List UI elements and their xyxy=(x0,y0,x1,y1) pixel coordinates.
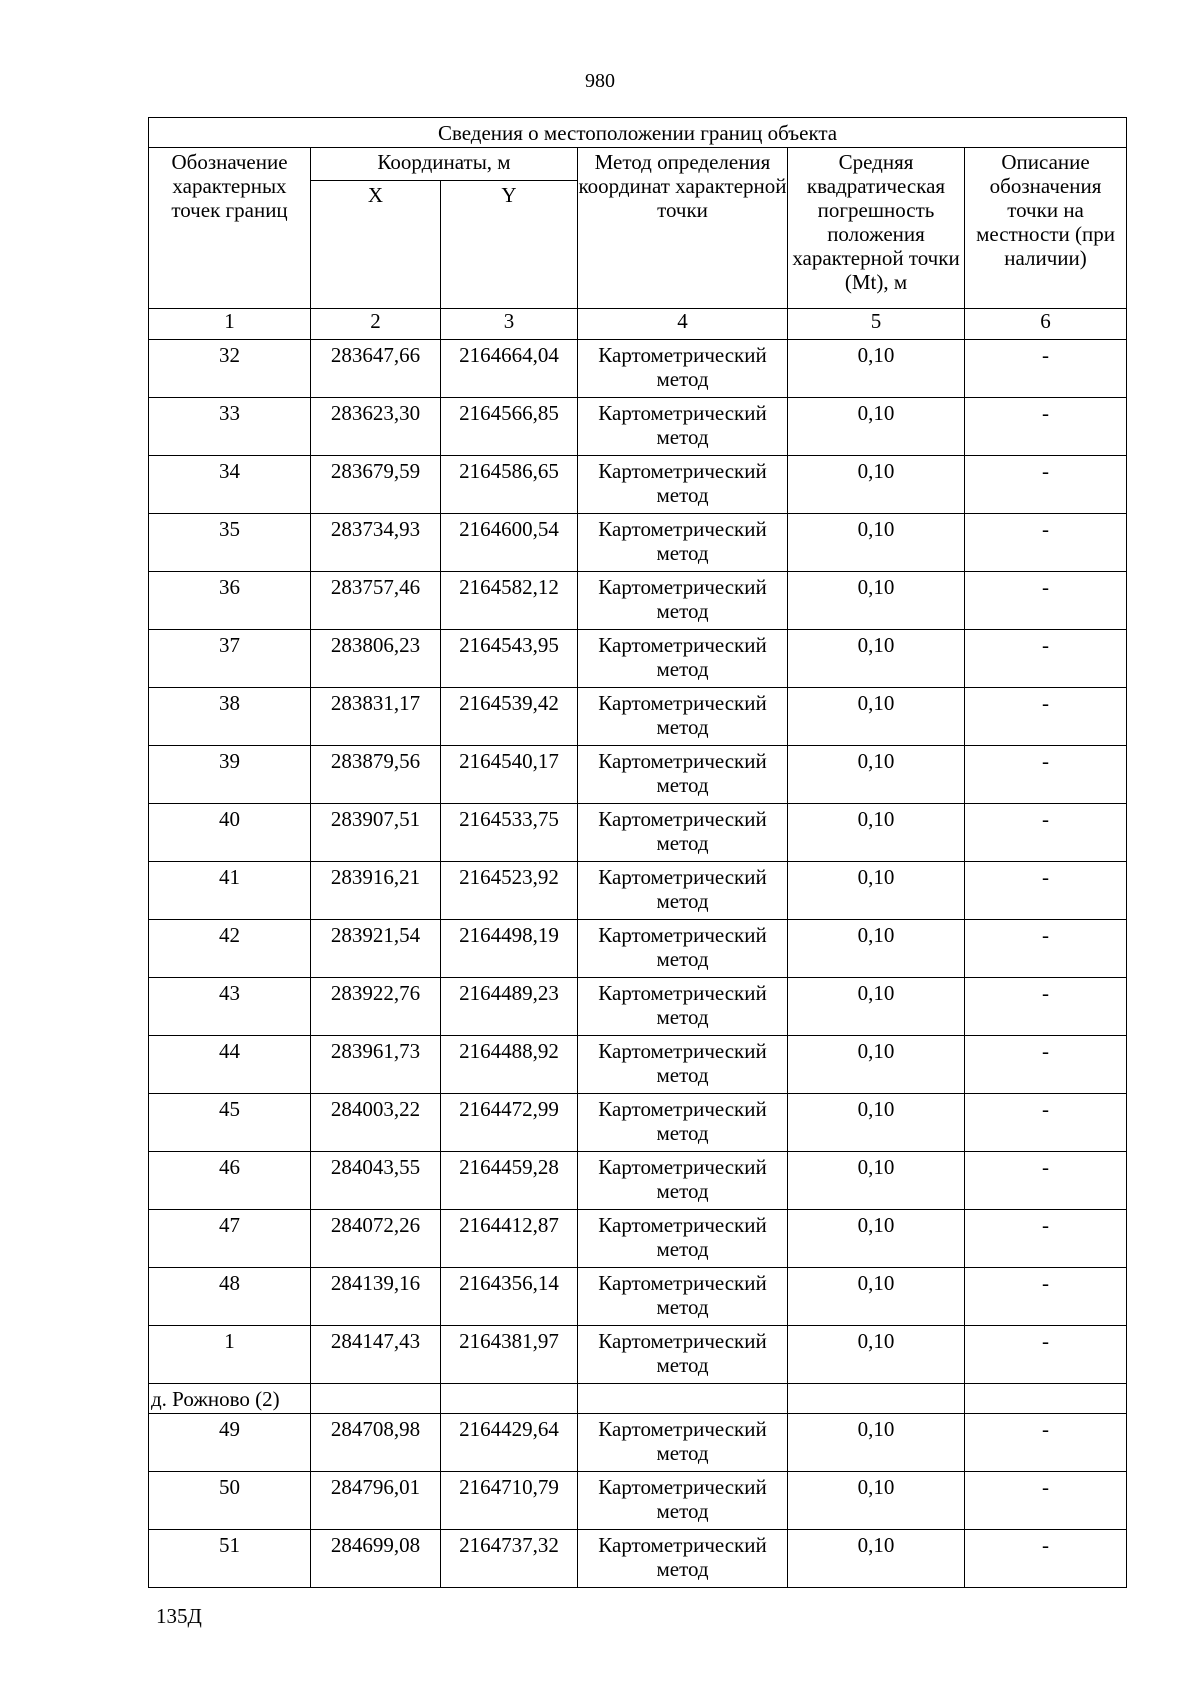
y-coordinate-cell: 2164498,19 xyxy=(441,920,578,978)
description-cell: - xyxy=(965,1268,1127,1326)
empty-cell xyxy=(965,1384,1127,1414)
method-cell: Картометрический метод xyxy=(578,1326,788,1384)
header-point-designation: Обозначение характерных точек границ xyxy=(149,148,311,309)
table-row xyxy=(149,804,1127,862)
point-cell: 37 xyxy=(149,630,311,688)
header-x: X xyxy=(311,181,441,309)
point-cell: 50 xyxy=(149,1472,311,1530)
footer-code: 135Д xyxy=(156,1604,202,1628)
y-coordinate-cell: 2164566,85 xyxy=(441,398,578,456)
method-cell: Картометрический метод xyxy=(578,1530,788,1588)
method-cell: Картометрический метод xyxy=(578,630,788,688)
section-header-row xyxy=(149,1384,1127,1414)
y-coordinate-cell: 2164710,79 xyxy=(441,1472,578,1530)
empty-cell xyxy=(311,1384,441,1414)
y-coordinate-cell: 2164381,97 xyxy=(441,1326,578,1384)
error-cell: 0,10 xyxy=(788,746,965,804)
error-cell: 0,10 xyxy=(788,514,965,572)
point-cell: 32 xyxy=(149,340,311,398)
point-cell: 49 xyxy=(149,1414,311,1472)
table-row xyxy=(149,1268,1127,1326)
empty-cell xyxy=(788,1384,965,1414)
x-coordinate-cell: 284699,08 xyxy=(311,1530,441,1588)
description-cell: - xyxy=(965,398,1127,456)
y-coordinate-cell: 2164737,32 xyxy=(441,1530,578,1588)
column-number: 2 xyxy=(311,309,441,340)
description-cell: - xyxy=(965,1414,1127,1472)
table-row xyxy=(149,920,1127,978)
table-row xyxy=(149,514,1127,572)
method-cell: Картометрический метод xyxy=(578,1036,788,1094)
description-cell: - xyxy=(965,514,1127,572)
point-cell: 39 xyxy=(149,746,311,804)
y-coordinate-cell: 2164543,95 xyxy=(441,630,578,688)
y-coordinate-cell: 2164600,54 xyxy=(441,514,578,572)
point-cell: 1 xyxy=(149,1326,311,1384)
page-number: 980 xyxy=(585,70,615,92)
method-cell: Картометрический метод xyxy=(578,804,788,862)
description-cell: - xyxy=(965,920,1127,978)
method-cell: Картометрический метод xyxy=(578,1210,788,1268)
method-cell: Картометрический метод xyxy=(578,1472,788,1530)
error-cell: 0,10 xyxy=(788,572,965,630)
error-cell: 0,10 xyxy=(788,1268,965,1326)
x-coordinate-cell: 284708,98 xyxy=(311,1414,441,1472)
table-title-row xyxy=(149,118,1127,148)
table-row xyxy=(149,398,1127,456)
y-coordinate-cell: 2164539,42 xyxy=(441,688,578,746)
header-coordinates: Координаты, м xyxy=(311,148,578,181)
description-cell: - xyxy=(965,1094,1127,1152)
method-cell: Картометрический метод xyxy=(578,1268,788,1326)
table-row xyxy=(149,572,1127,630)
column-number: 5 xyxy=(788,309,965,340)
x-coordinate-cell: 283806,23 xyxy=(311,630,441,688)
method-cell: Картометрический метод xyxy=(578,456,788,514)
description-cell: - xyxy=(965,688,1127,746)
description-cell: - xyxy=(965,456,1127,514)
description-cell: - xyxy=(965,630,1127,688)
error-cell: 0,10 xyxy=(788,1036,965,1094)
y-coordinate-cell: 2164582,12 xyxy=(441,572,578,630)
x-coordinate-cell: 284796,01 xyxy=(311,1472,441,1530)
x-coordinate-cell: 283922,76 xyxy=(311,978,441,1036)
description-cell: - xyxy=(965,1210,1127,1268)
y-coordinate-cell: 2164472,99 xyxy=(441,1094,578,1152)
table-row xyxy=(149,978,1127,1036)
table-row xyxy=(149,1472,1127,1530)
section-label: д. Рожново (2) xyxy=(149,1384,311,1414)
table-row xyxy=(149,1036,1127,1094)
x-coordinate-cell: 283831,17 xyxy=(311,688,441,746)
empty-cell xyxy=(578,1384,788,1414)
error-cell: 0,10 xyxy=(788,1472,965,1530)
y-coordinate-cell: 2164356,14 xyxy=(441,1268,578,1326)
y-coordinate-cell: 2164533,75 xyxy=(441,804,578,862)
point-cell: 42 xyxy=(149,920,311,978)
method-cell: Картометрический метод xyxy=(578,340,788,398)
method-cell: Картометрический метод xyxy=(578,978,788,1036)
x-coordinate-cell: 284043,55 xyxy=(311,1152,441,1210)
description-cell: - xyxy=(965,1152,1127,1210)
point-cell: 36 xyxy=(149,572,311,630)
y-coordinate-cell: 2164586,65 xyxy=(441,456,578,514)
point-cell: 33 xyxy=(149,398,311,456)
y-coordinate-cell: 2164459,28 xyxy=(441,1152,578,1210)
x-coordinate-cell: 283679,59 xyxy=(311,456,441,514)
table-row xyxy=(149,1094,1127,1152)
description-cell: - xyxy=(965,1326,1127,1384)
point-cell: 40 xyxy=(149,804,311,862)
x-coordinate-cell: 283623,30 xyxy=(311,398,441,456)
description-cell: - xyxy=(965,572,1127,630)
table-row xyxy=(149,746,1127,804)
header-y: Y xyxy=(441,181,578,309)
table-row xyxy=(149,1326,1127,1384)
error-cell: 0,10 xyxy=(788,688,965,746)
method-cell: Картометрический метод xyxy=(578,572,788,630)
table-row xyxy=(149,862,1127,920)
table-row xyxy=(149,456,1127,514)
error-cell: 0,10 xyxy=(788,1094,965,1152)
x-coordinate-cell: 283734,93 xyxy=(311,514,441,572)
error-cell: 0,10 xyxy=(788,456,965,514)
error-cell: 0,10 xyxy=(788,1530,965,1588)
description-cell: - xyxy=(965,1472,1127,1530)
x-coordinate-cell: 284147,43 xyxy=(311,1326,441,1384)
header-description: Описание обозначения точки на местности (при наличии) xyxy=(965,148,1127,309)
y-coordinate-cell: 2164412,87 xyxy=(441,1210,578,1268)
point-cell: 51 xyxy=(149,1530,311,1588)
description-cell: - xyxy=(965,978,1127,1036)
x-coordinate-cell: 283879,56 xyxy=(311,746,441,804)
x-coordinate-cell: 283757,46 xyxy=(311,572,441,630)
method-cell: Картометрический метод xyxy=(578,1094,788,1152)
point-cell: 34 xyxy=(149,456,311,514)
error-cell: 0,10 xyxy=(788,1414,965,1472)
description-cell: - xyxy=(965,804,1127,862)
description-cell: - xyxy=(965,1530,1127,1588)
description-cell: - xyxy=(965,862,1127,920)
description-cell: - xyxy=(965,340,1127,398)
boundary-coordinates-table xyxy=(148,117,1127,1588)
error-cell: 0,10 xyxy=(788,862,965,920)
error-cell: 0,10 xyxy=(788,398,965,456)
method-cell: Картометрический метод xyxy=(578,1414,788,1472)
x-coordinate-cell: 284072,26 xyxy=(311,1210,441,1268)
method-cell: Картометрический метод xyxy=(578,1152,788,1210)
point-cell: 43 xyxy=(149,978,311,1036)
error-cell: 0,10 xyxy=(788,1152,965,1210)
y-coordinate-cell: 2164489,23 xyxy=(441,978,578,1036)
method-cell: Картометрический метод xyxy=(578,746,788,804)
table-row xyxy=(149,340,1127,398)
method-cell: Картометрический метод xyxy=(578,514,788,572)
x-coordinate-cell: 283921,54 xyxy=(311,920,441,978)
point-cell: 38 xyxy=(149,688,311,746)
column-number: 3 xyxy=(441,309,578,340)
y-coordinate-cell: 2164664,04 xyxy=(441,340,578,398)
method-cell: Картометрический метод xyxy=(578,920,788,978)
header-error: Средняя квадратическая погрешность положения характерной точки (Mt), м xyxy=(788,148,965,309)
error-cell: 0,10 xyxy=(788,1210,965,1268)
y-coordinate-cell: 2164488,92 xyxy=(441,1036,578,1094)
error-cell: 0,10 xyxy=(788,978,965,1036)
method-cell: Картометрический метод xyxy=(578,862,788,920)
point-cell: 47 xyxy=(149,1210,311,1268)
table-row xyxy=(149,1210,1127,1268)
error-cell: 0,10 xyxy=(788,1326,965,1384)
header-method: Метод определения координат характерной точки xyxy=(578,148,788,309)
column-number: 4 xyxy=(578,309,788,340)
point-cell: 41 xyxy=(149,862,311,920)
x-coordinate-cell: 283647,66 xyxy=(311,340,441,398)
empty-cell xyxy=(441,1384,578,1414)
error-cell: 0,10 xyxy=(788,340,965,398)
y-coordinate-cell: 2164429,64 xyxy=(441,1414,578,1472)
y-coordinate-cell: 2164523,92 xyxy=(441,862,578,920)
x-coordinate-cell: 283916,21 xyxy=(311,862,441,920)
column-number-row xyxy=(149,309,1127,340)
column-number: 6 xyxy=(965,309,1127,340)
x-coordinate-cell: 284003,22 xyxy=(311,1094,441,1152)
point-cell: 48 xyxy=(149,1268,311,1326)
table-row xyxy=(149,688,1127,746)
method-cell: Картометрический метод xyxy=(578,398,788,456)
description-cell: - xyxy=(965,746,1127,804)
x-coordinate-cell: 283907,51 xyxy=(311,804,441,862)
description-cell: - xyxy=(965,1036,1127,1094)
x-coordinate-cell: 283961,73 xyxy=(311,1036,441,1094)
header-row xyxy=(149,148,1127,181)
point-cell: 45 xyxy=(149,1094,311,1152)
point-cell: 35 xyxy=(149,514,311,572)
method-cell: Картометрический метод xyxy=(578,688,788,746)
table-row xyxy=(149,1414,1127,1472)
x-coordinate-cell: 284139,16 xyxy=(311,1268,441,1326)
error-cell: 0,10 xyxy=(788,920,965,978)
table-row xyxy=(149,1530,1127,1588)
column-number: 1 xyxy=(149,309,311,340)
table-title: Сведения о местоположении границ объекта xyxy=(149,118,1127,148)
y-coordinate-cell: 2164540,17 xyxy=(441,746,578,804)
point-cell: 44 xyxy=(149,1036,311,1094)
table-row xyxy=(149,1152,1127,1210)
table-row xyxy=(149,630,1127,688)
point-cell: 46 xyxy=(149,1152,311,1210)
error-cell: 0,10 xyxy=(788,804,965,862)
error-cell: 0,10 xyxy=(788,630,965,688)
